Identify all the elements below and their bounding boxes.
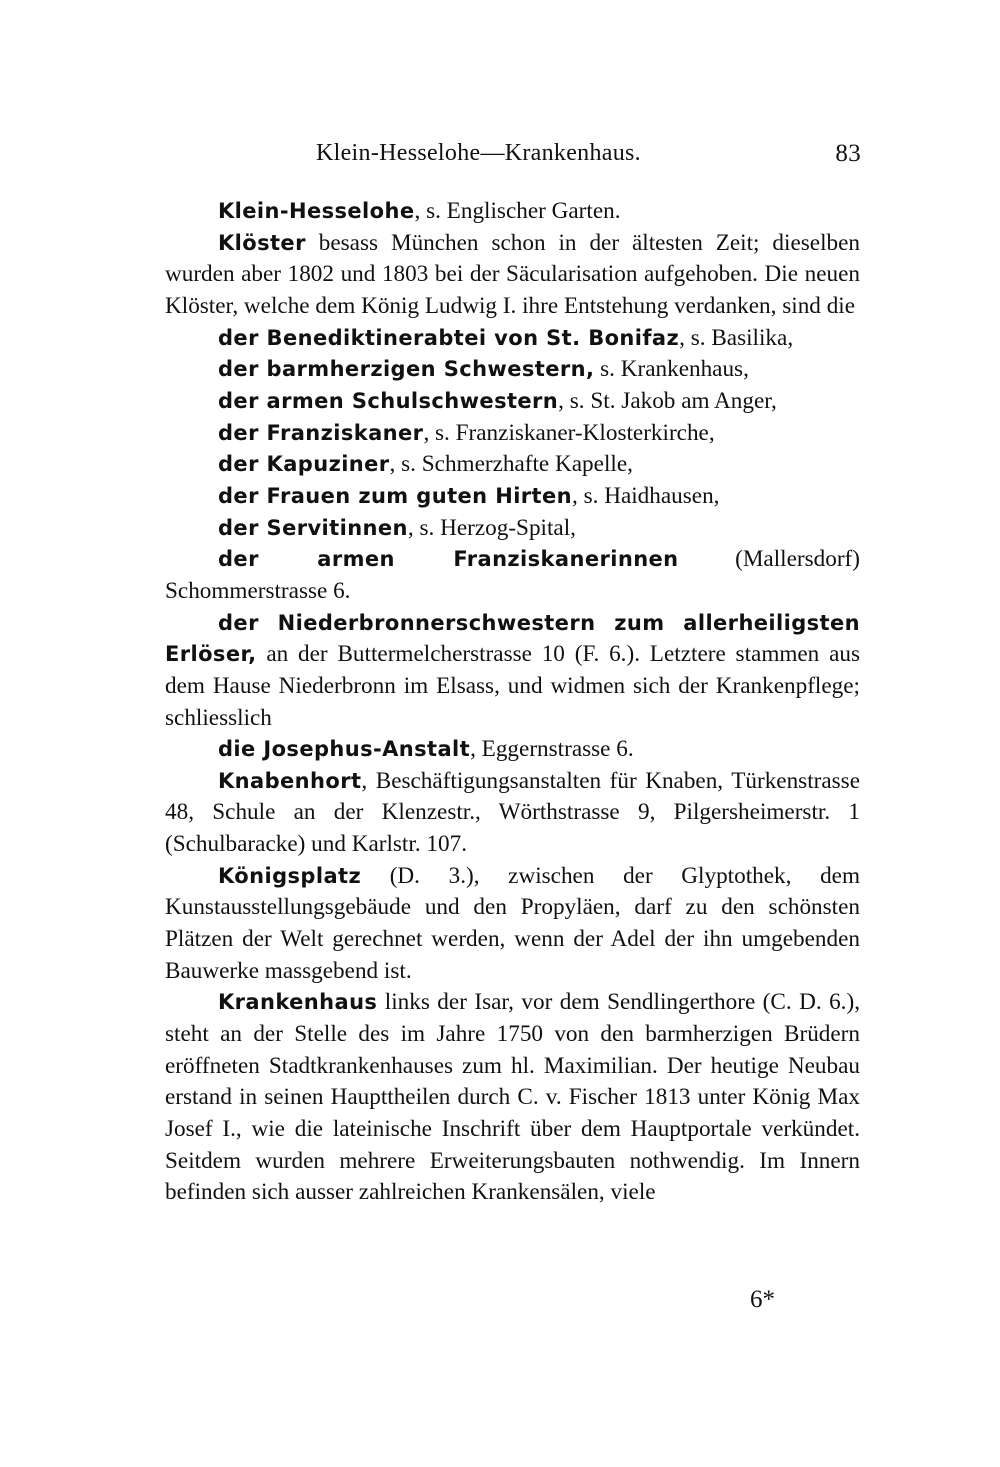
sub-entry-headword: der Kapuziner — [218, 452, 390, 477]
sub-entry — [165, 323, 860, 355]
entry-text: besass München schon in der ältesten Zeit; dieselben wurden aber 1802 und 1803 bei der Säcularisation aufgehoben. Die neuen Klöster, welche dem König Ludwig I. ihre Entstehung verdanken, sind die — [165, 229, 860, 319]
entry-koenigsplatz — [165, 861, 860, 988]
sub-entry-text: s. Krankenhaus, — [594, 356, 749, 383]
running-head — [316, 140, 861, 176]
entry-klein-hesselohe — [165, 196, 860, 228]
sub-entry — [165, 418, 860, 450]
sub-entry — [165, 386, 860, 418]
page-number: 83 — [835, 140, 861, 167]
sub-entry-headword: der barmherzigen Schwestern, — [218, 357, 595, 382]
entry-text: , s. Englischer Garten. — [414, 198, 621, 224]
sub-entry — [165, 544, 860, 607]
entry-headword: Klein-Hesselohe — [218, 199, 415, 223]
entry-text: links der Isar, vor dem Sendlingerthore (C. D. 6.), steht an der Stelle des im Jahre 1750 von den barmherzigen Brüdern eröffneten Stadtkrankenhauses zum hl. Maximilian. Der heutige Neubau erstand in seinen Haupttheilen durch C. v. Fischer 1813 unter König Max Josef I., wie die lateinische Inschrift über dem Hauptportale verkündet. Seitdem wurden mehrere Erweiterungsbauten nothwendig. Im Innern befinden sich ausser zahlreichen Krankensälen, viele — [165, 989, 860, 1206]
entry-headword: Klöster — [218, 230, 306, 255]
signature-mark: 6* — [750, 1286, 775, 1313]
sub-entry — [165, 354, 860, 386]
body-text — [165, 196, 860, 1209]
sub-entry — [165, 449, 860, 481]
entry-text: , Beschäftigungsanstalten für Knaben, Türkenstrasse 48, Schule an der Klenzestr., Wörthstrasse 9, Pilgersheimerstr. 1 (Schulbaracke) und Karlstr. 107. — [165, 767, 860, 858]
sub-entry-headword: der Franziskaner — [218, 420, 424, 445]
sub-entry-headword: der Frauen zum guten Hirten — [218, 483, 572, 508]
sub-entry-text: , Eggernstrasse 6. — [470, 736, 634, 763]
sub-entry-text: , s. Schmerzhafte Kapelle, — [389, 451, 633, 478]
sub-entry-text: , s. Haidhausen, — [571, 482, 720, 509]
entry-headword: Königsplatz — [218, 863, 362, 888]
sub-entry-headword: der armen Franziskanerinnen — [218, 547, 679, 572]
sub-entry — [165, 608, 860, 735]
sub-entry — [165, 734, 860, 766]
sub-entry-text: , s. Basilika, — [679, 324, 794, 351]
sub-entry-headword: der Benediktinerabtei von St. Bonifaz — [218, 325, 680, 350]
sub-entry-text: an der Buttermelcherstrasse 10 (F. 6.). Letztere stammen aus dem Hause Niederbronn im Elsass, und widmen sich der Krankenpflege; schliesslich — [165, 641, 860, 731]
sub-entry-headword: der Niederbronnerschwestern zum allerheiligsten Erlöser, — [165, 610, 860, 667]
entry-kloster — [165, 228, 860, 323]
sub-entry — [165, 481, 860, 513]
sub-entry-text: , s. Herzog-Spital, — [407, 514, 576, 541]
sub-entry — [165, 513, 860, 545]
entry-headword: Knabenhort — [218, 768, 362, 793]
entry-headword: Krankenhaus — [218, 990, 378, 1015]
sub-entry-headword: der armen Schulschwestern — [218, 388, 559, 413]
sub-entry-headword: der Servitinnen — [218, 515, 408, 540]
entry-knabenhort — [165, 766, 860, 861]
sub-entry-text: , s. Franziskaner-Klosterkirche, — [423, 419, 715, 446]
entry-krankenhaus — [165, 987, 860, 1209]
running-title: Klein-Hesselohe—Krankenhaus. — [316, 140, 641, 166]
sub-entry-headword: die Josephus-Anstalt — [218, 737, 471, 762]
entry-text: (D. 3.), zwischen der Glyptothek, dem Kunstausstellungsgebäude und den Propyläen, darf zu den schönsten Plätzen der Welt gerechnet werden, wenn der Adel der ihn umgebenden Bauwerke massgebend ist. — [165, 862, 860, 984]
sub-entry-text: , s. St. Jakob am Anger, — [558, 387, 777, 414]
sub-entry-text: (Mallersdorf) Schommerstrasse 6. — [165, 546, 860, 604]
